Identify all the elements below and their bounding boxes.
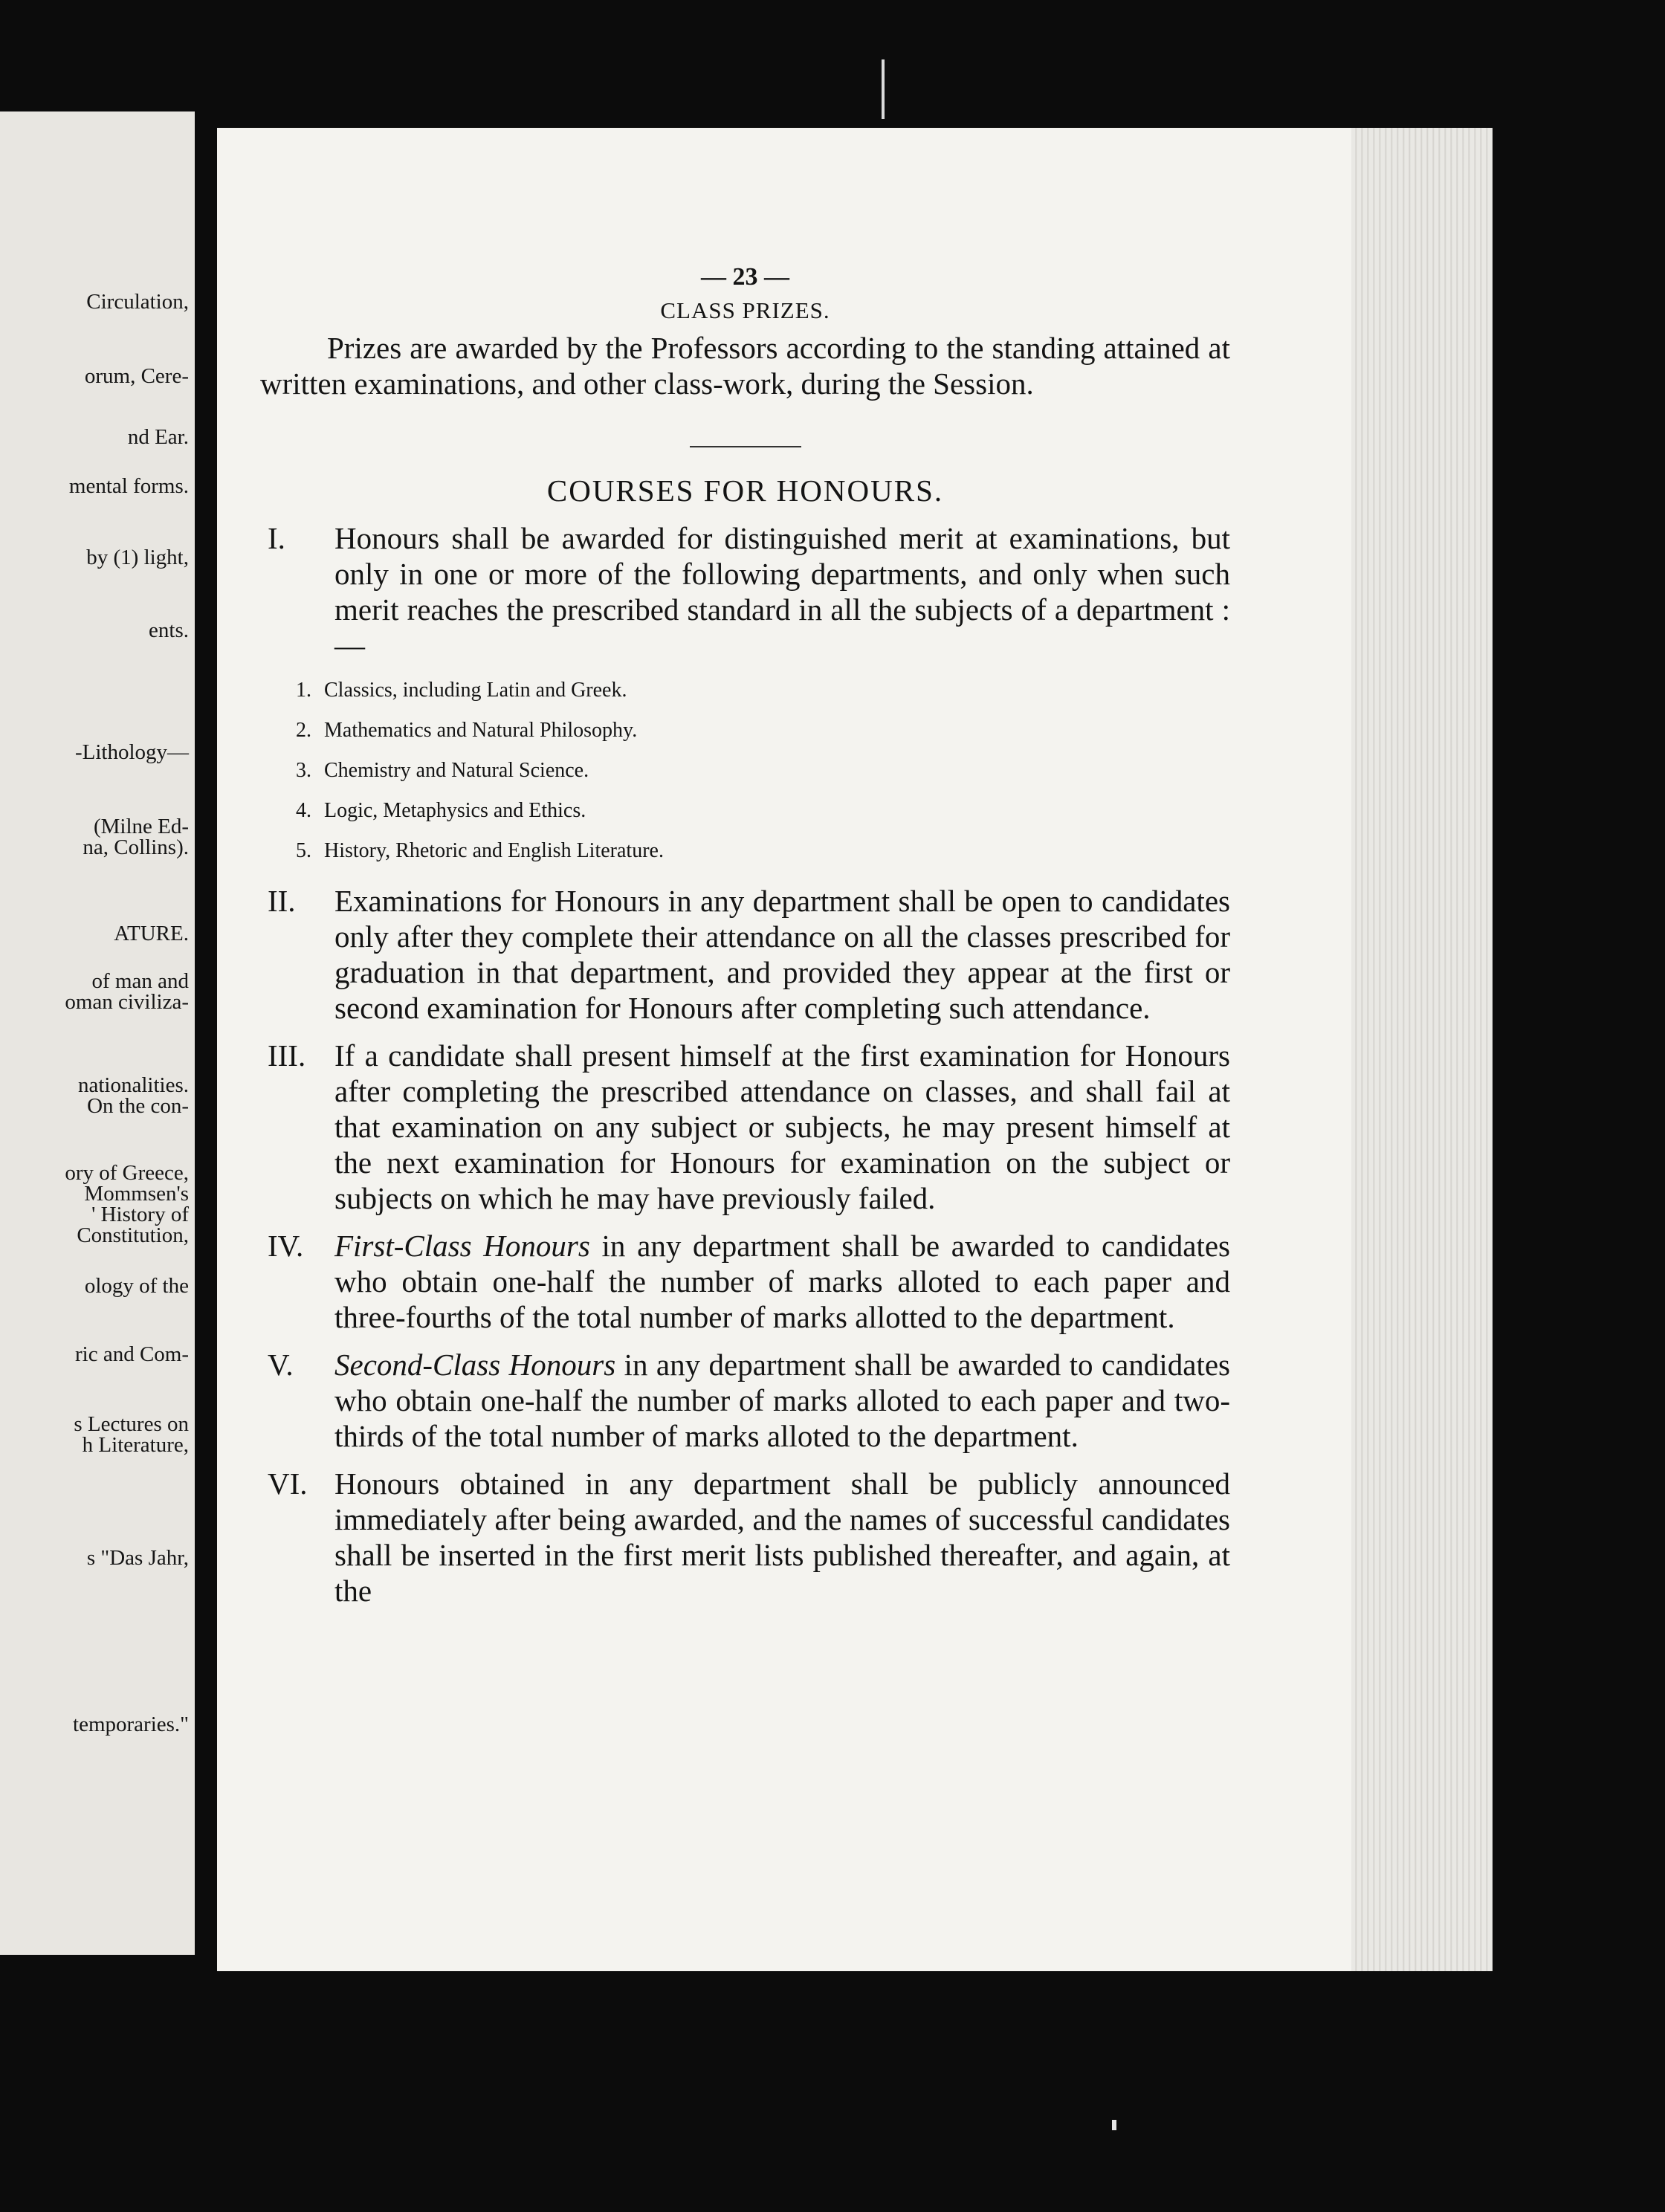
department-number: 2. bbox=[296, 719, 311, 742]
rule-item bbox=[260, 520, 1230, 663]
department-list bbox=[296, 670, 1230, 871]
rule-italic-term: Second-Class Honours bbox=[334, 1348, 616, 1382]
left-page-text-fragment: by (1) light, bbox=[86, 546, 189, 569]
page-edges bbox=[1351, 128, 1493, 1971]
left-page-text-fragment: On the con- bbox=[87, 1094, 189, 1118]
rule-item bbox=[260, 1347, 1230, 1454]
rule-number: III. bbox=[268, 1038, 306, 1073]
rule-number: II. bbox=[268, 884, 296, 918]
scan-artifact bbox=[1112, 2120, 1116, 2130]
rule-item bbox=[260, 1228, 1230, 1335]
section-divider bbox=[690, 446, 801, 447]
left-page-text-fragment: ' History of bbox=[91, 1203, 189, 1226]
rule-text: in any department shall be awarded to candidates who obtain one-half the number of marks alloted to each paper and three-fourths of the total number of marks allotted to the department. bbox=[334, 1229, 1231, 1334]
left-page-text-fragment: s Lectures on bbox=[74, 1412, 189, 1436]
department-number: 1. bbox=[296, 679, 311, 702]
department-item bbox=[296, 831, 1230, 871]
department-text: Logic, Metaphysics and Ethics. bbox=[324, 799, 586, 822]
department-item bbox=[296, 751, 1230, 791]
left-page-text-fragment: na, Collins). bbox=[83, 835, 189, 859]
page-number: — 23 — bbox=[701, 263, 789, 291]
rule-text: Examinations for Honours in any department shall be open to candidates only after they complete their attendance on all the classes prescribed for graduation in that department, and provided they appear at the first or second examination for Honours after completing such attendance. bbox=[334, 884, 1230, 1025]
scan-artifact bbox=[882, 59, 885, 119]
class-prizes-heading: CLASS PRIZES. bbox=[660, 297, 830, 323]
class-prizes-paragraph: Prizes are awarded by the Professors according to the standing attained at written examinations, and other class-work, during the Session. bbox=[260, 331, 1230, 401]
left-page-text-fragment: of man and bbox=[91, 969, 189, 993]
department-text: Mathematics and Natural Philosophy. bbox=[324, 719, 638, 742]
rule-item bbox=[260, 1466, 1230, 1608]
left-page-text-fragment: ric and Com- bbox=[74, 1342, 189, 1366]
department-text: Chemistry and Natural Science. bbox=[324, 759, 589, 782]
left-page-text-fragment: (Milne Ed- bbox=[93, 815, 189, 838]
left-page-text-fragment: ology of the bbox=[84, 1274, 189, 1298]
facing-left-page bbox=[0, 111, 195, 1955]
department-text: Classics, including Latin and Greek. bbox=[324, 679, 627, 702]
department-number: 4. bbox=[296, 799, 311, 822]
rule-item bbox=[260, 1038, 1230, 1216]
page-text-column bbox=[260, 223, 1230, 1608]
book-gutter bbox=[195, 111, 217, 1955]
department-item bbox=[296, 791, 1230, 831]
left-page-text-fragment: temporaries." bbox=[73, 1713, 189, 1736]
left-page-text-fragment: nd Ear. bbox=[127, 425, 189, 449]
rule-number: IV. bbox=[268, 1229, 304, 1263]
department-item bbox=[296, 711, 1230, 751]
left-page-text-fragment: Constitution, bbox=[77, 1223, 189, 1247]
left-page-text-fragment: mental forms. bbox=[68, 474, 189, 498]
left-page-text-fragment: -Lithology— bbox=[74, 740, 189, 764]
department-text: History, Rhetoric and English Literature. bbox=[324, 839, 664, 862]
left-page-text-fragment: h Literature, bbox=[82, 1433, 189, 1457]
left-page-text-fragment: Mommsen's bbox=[84, 1182, 189, 1206]
department-number: 3. bbox=[296, 759, 311, 782]
rule-italic-term: First-Class Honours bbox=[334, 1229, 590, 1263]
rule-text: in any department shall be awarded to candidates who obtain one-half the number of marks alloted to each paper and two-thirds of the total number of marks alloted to the department. bbox=[334, 1348, 1231, 1453]
left-page-text-fragment: nationalities. bbox=[78, 1073, 189, 1097]
department-item bbox=[296, 670, 1230, 711]
rule-number: I. bbox=[268, 521, 285, 555]
left-page-text-fragment: s "Das Jahr, bbox=[86, 1546, 189, 1570]
department-number: 5. bbox=[296, 839, 311, 862]
rule-number: VI. bbox=[268, 1466, 308, 1501]
left-page-text-fragment: ATURE. bbox=[114, 922, 189, 945]
rule-text: Honours shall be awarded for distinguished merit at examinations, but only in one or more of the following departments, and only when such merit reaches the prescribed standard in all the subjects of a department :— bbox=[334, 521, 1230, 662]
rule-text: If a candidate shall present himself at the first examination for Honours after completing the prescribed attendance on classes, and shall fail at that examination on any subject or subjects, he may present himself at the next examination for Honours for examination on the subject or subjects on which he may have previously failed. bbox=[334, 1038, 1230, 1215]
courses-heading: COURSES FOR HONOURS. bbox=[546, 473, 944, 508]
left-page-text-fragment: orum, Cere- bbox=[84, 364, 189, 388]
left-page-text-fragment: ents. bbox=[149, 618, 189, 642]
rule-text: Honours obtained in any department shall be publicly announced immediately after being awarded, and the names of successful candidates shall be inserted in the first merit lists published thereafter, and again, at the bbox=[334, 1466, 1230, 1608]
rule-item bbox=[260, 883, 1230, 1026]
left-page-text-fragment: oman civiliza- bbox=[65, 990, 189, 1014]
left-page-text-fragment: Circulation, bbox=[86, 290, 189, 314]
left-page-text-fragment: ory of Greece, bbox=[65, 1161, 189, 1185]
rule-number: V. bbox=[268, 1348, 294, 1382]
